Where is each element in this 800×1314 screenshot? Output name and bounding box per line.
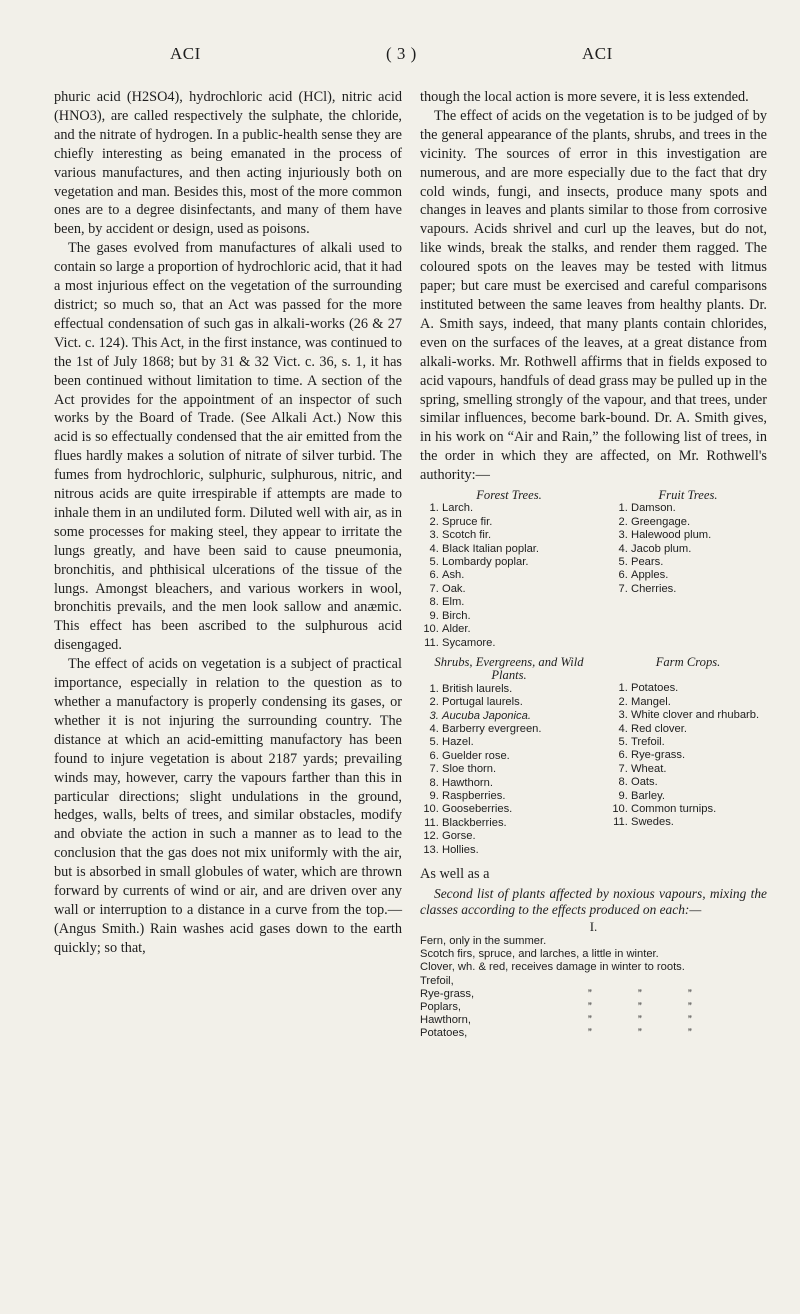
list-item: 10. Alder. — [442, 623, 598, 636]
second-list-heading: Second list of plants affected by noxious vapours, mixing the classes according to the effects produced on each:— — [420, 885, 767, 917]
list-item: 11. Swedes. — [631, 816, 767, 829]
ditto-mark: ” — [588, 1014, 592, 1027]
ditto-row — [420, 1027, 767, 1040]
ditto-row — [420, 988, 767, 1001]
second-list — [420, 935, 767, 1041]
ditto-mark: ” — [688, 1014, 692, 1027]
ditto-mark: ” — [688, 1000, 692, 1013]
list-item: 6. Apples. — [631, 569, 767, 582]
list-item: 8. Elm. — [442, 596, 598, 609]
ditto-mark: ” — [688, 987, 692, 1000]
second-list-line: Fern, only in the summer. — [420, 934, 547, 947]
second-list-line: Trefoil, — [420, 974, 454, 987]
right-column — [420, 88, 767, 1041]
second-list-line: Potatoes, — [420, 1027, 468, 1040]
list-item: 4. Barberry evergreen. — [442, 723, 598, 736]
shrubs-title: Shrubs, Evergreens, and Wild Plants. — [434, 654, 584, 683]
list-item: 3. Halewood plum. — [631, 529, 767, 542]
list-item: 5. Pears. — [631, 556, 767, 569]
left-column — [54, 88, 402, 958]
list-item: 1. Potatoes. — [631, 682, 767, 695]
list-item: 11. Blackberries. — [442, 817, 598, 830]
ditto-row — [420, 1001, 767, 1014]
list-item: 2. Mangel. — [631, 696, 767, 709]
fruit-trees-list — [609, 489, 767, 650]
list-item: 7. Oak. — [442, 583, 598, 596]
ditto-mark: ” — [638, 1027, 642, 1040]
list-item: 5. Hazel. — [442, 736, 598, 749]
ditto-mark: ” — [588, 1000, 592, 1013]
ditto-mark: ” — [638, 987, 642, 1000]
list-item: 4. Black Italian poplar. — [442, 543, 598, 556]
list-item: 1. Damson. — [631, 502, 767, 515]
list-item: 10. Gooseberries. — [442, 803, 598, 816]
header-left-word: ACI — [170, 44, 201, 63]
list-item: 1. British laurels. — [442, 683, 598, 696]
second-list-line: Hawthorn, — [420, 1014, 471, 1027]
list-item: 2. Greengage. — [631, 516, 767, 529]
list-item: 9. Raspberries. — [442, 790, 598, 803]
list-item: 3. Scotch fir. — [442, 529, 598, 542]
list-item: 11. Sycamore. — [442, 637, 598, 650]
list-item: 7. Sloe thorn. — [442, 763, 598, 776]
ditto-mark: ” — [638, 1014, 642, 1027]
forest-trees-title: Forest Trees. — [476, 488, 542, 503]
list-item: 13. Hollies. — [442, 844, 598, 857]
left-paragraph-3: The effect of acids on vegetation is a subject of practical importance, especially in relation to the question as to whether a manufactory is properly condensing its gases, or whether it is not injuring the surrounding country. The distance at which an acid-emitting manufactory has been found to injure vegetation is about 2187 yards; prevailing winds may, however, carry the vapours farther than this in particular directions; slight undulations in the ground, hedges, walls, belts of trees, and similar obstacles, modify and obviate the action in such a manner as to lead to the conclusion that the gas does not mix uniformly with the air, but is absorbed in small globules of water, which are thrown forward by currents of wind or air, and are driven over any wall or interruption to a distance in a curve from the top.—(Angus Smith.) Rain washes acid gases down to the earth quickly; so that, — [54, 656, 402, 956]
fruit-trees-title: Fruit Trees. — [658, 488, 718, 503]
list-item: 9. Birch. — [442, 610, 598, 623]
forest-trees-list — [420, 489, 598, 650]
second-list-line: Scotch firs, spruce, and larches, a little in winter. — [420, 948, 659, 961]
second-list-line: Rye-grass, — [420, 987, 475, 1000]
ditto-mark: ” — [638, 1000, 642, 1013]
ditto-mark: ” — [588, 1027, 592, 1040]
list-item: 9. Barley. — [631, 790, 767, 803]
right-paragraph-2: The effect of acids on the vegetation is to be judged of by the general appearance of the plants, shrubs, and trees in the vicinity. The sources of error in this investigation are numerous, and are more especially due to the fact that dry cold winds, fungi, and insects, produce many spots and changes in leaves and plants similar to those from corrosive vapours. Acids shrivel and curl up the leaves, but do not, like winds, break the stalks, and render them ragged. The coloured spots on the leaves may be tested with litmus paper; but care must be exercised and careful comparisons instituted between the same leaves from healthy plants. Dr. A. Smith says, indeed, that many plants contain chlorides, even on the surfaces of the leaves, at a great distance from alkali-works. Mr. Rothwell affirms that in fields exposed to acid vapours, handfuls of dead grass may be pulled up in the spring, smelling strongly of the vapour, and that trees, under similar influences, become bark-bound. Dr. A. Smith gives, in his work on “Air and Rain,” the following list of trees, in the order in which they are affected, on Mr. Rothwell's authority:— — [420, 107, 767, 484]
list-item: 3. White clover and rhubarb. — [631, 709, 767, 722]
left-paragraph-1: phuric acid (H2SO4), hydrochloric acid (HCl), nitric acid (HNO3), are called respectively the sulphate, the chloride, and the nitrate of hydrogen. In a public-health sense they are chiefly interesting as being emanated in the process of various manufactures, and then acting injuriously both on vegetation and man. Besides this, most of the more common ones are to a degree disinfectants, and many of them have been, by accident or design, used as poisons. — [54, 89, 402, 238]
list-item: 5. Lombardy poplar. — [442, 556, 598, 569]
left-paragraph-2: The gases evolved from manufactures of alkali used to contain so large a proportion of hydrochloric acid, that it had a most injurious effect on the vegetation of the surrounding district; so much so, that an Act was passed for the more effectual condensation of such gas in alkali-works (26 & 27 Vict. c. 124). This Act, in the first instance, was continued to the 1st of July 1868; but by 31 & 32 Vict. c. 36, s. 1, it has been continued without limitation to time. A section of the Act provides for the appointment of an inspector of such works by the Board of Trade. (See Alkali Act.) Now this acid is so effectually condensed that the air emitted from the flues hardly makes a solution of nitrate of silver turbid. The fumes from hydrochloric, sulphuric, sulphurous, nitric, and nitrous acids are quite irrespirable if attempts are made to inhale them in an undiluted form. Diluted well with air, as in some processes for making steel, they appear to irritate the lungs greatly, and have been said to cause pneumonia, bronchitis, and phthisical ulcerations of the tissue of the lungs. Amongst bleachers, and various workers in wool, bronchitis prevails, and the men look sallow and anæmic. This effect has been ascribed to the sulphurous acid disengaged. — [54, 240, 402, 654]
list-item: 5. Trefoil. — [631, 736, 767, 749]
list-item: 8. Oats. — [631, 776, 767, 789]
list-item: 2. Spruce fir. — [442, 516, 598, 529]
tree-lists — [420, 489, 767, 650]
second-list-line: Clover, wh. & red, receives damage in winter to roots. — [420, 961, 685, 974]
list-item: 7. Cherries. — [631, 583, 767, 596]
list-item: 7. Wheat. — [631, 763, 767, 776]
list-item: 6. Guelder rose. — [442, 750, 598, 763]
list-item: 1. Larch. — [442, 502, 598, 515]
list-item: 6. Ash. — [442, 569, 598, 582]
right-paragraph-1: though the local action is more severe, it is less extended. — [420, 89, 749, 105]
ditto-mark: ” — [588, 987, 592, 1000]
list-item: 4. Jacob plum. — [631, 543, 767, 556]
list-item: 8. Hawthorn. — [442, 777, 598, 790]
ditto-row — [420, 1014, 767, 1027]
second-list-line: Poplars, — [420, 1000, 462, 1013]
page-number: ( 3 ) — [386, 44, 417, 63]
farm-crops-list — [609, 656, 767, 857]
list-item: 4. Red clover. — [631, 723, 767, 736]
plant-lists — [420, 656, 767, 857]
as-well-as-line: As well as a — [420, 866, 490, 882]
list-item: 6. Rye-grass. — [631, 749, 767, 762]
list-item: 2. Portugal laurels. — [442, 696, 598, 709]
list-item: 3. Aucuba Japonica. — [442, 710, 598, 723]
shrubs-list — [420, 656, 598, 857]
list-item: 12. Gorse. — [442, 830, 598, 843]
farm-crops-title: Farm Crops. — [655, 654, 721, 669]
ditto-mark: ” — [688, 1027, 692, 1040]
roman-numeral: I. — [589, 918, 598, 934]
list-item: 10. Common turnips. — [631, 803, 767, 816]
header-right-word: ACI — [582, 44, 613, 63]
